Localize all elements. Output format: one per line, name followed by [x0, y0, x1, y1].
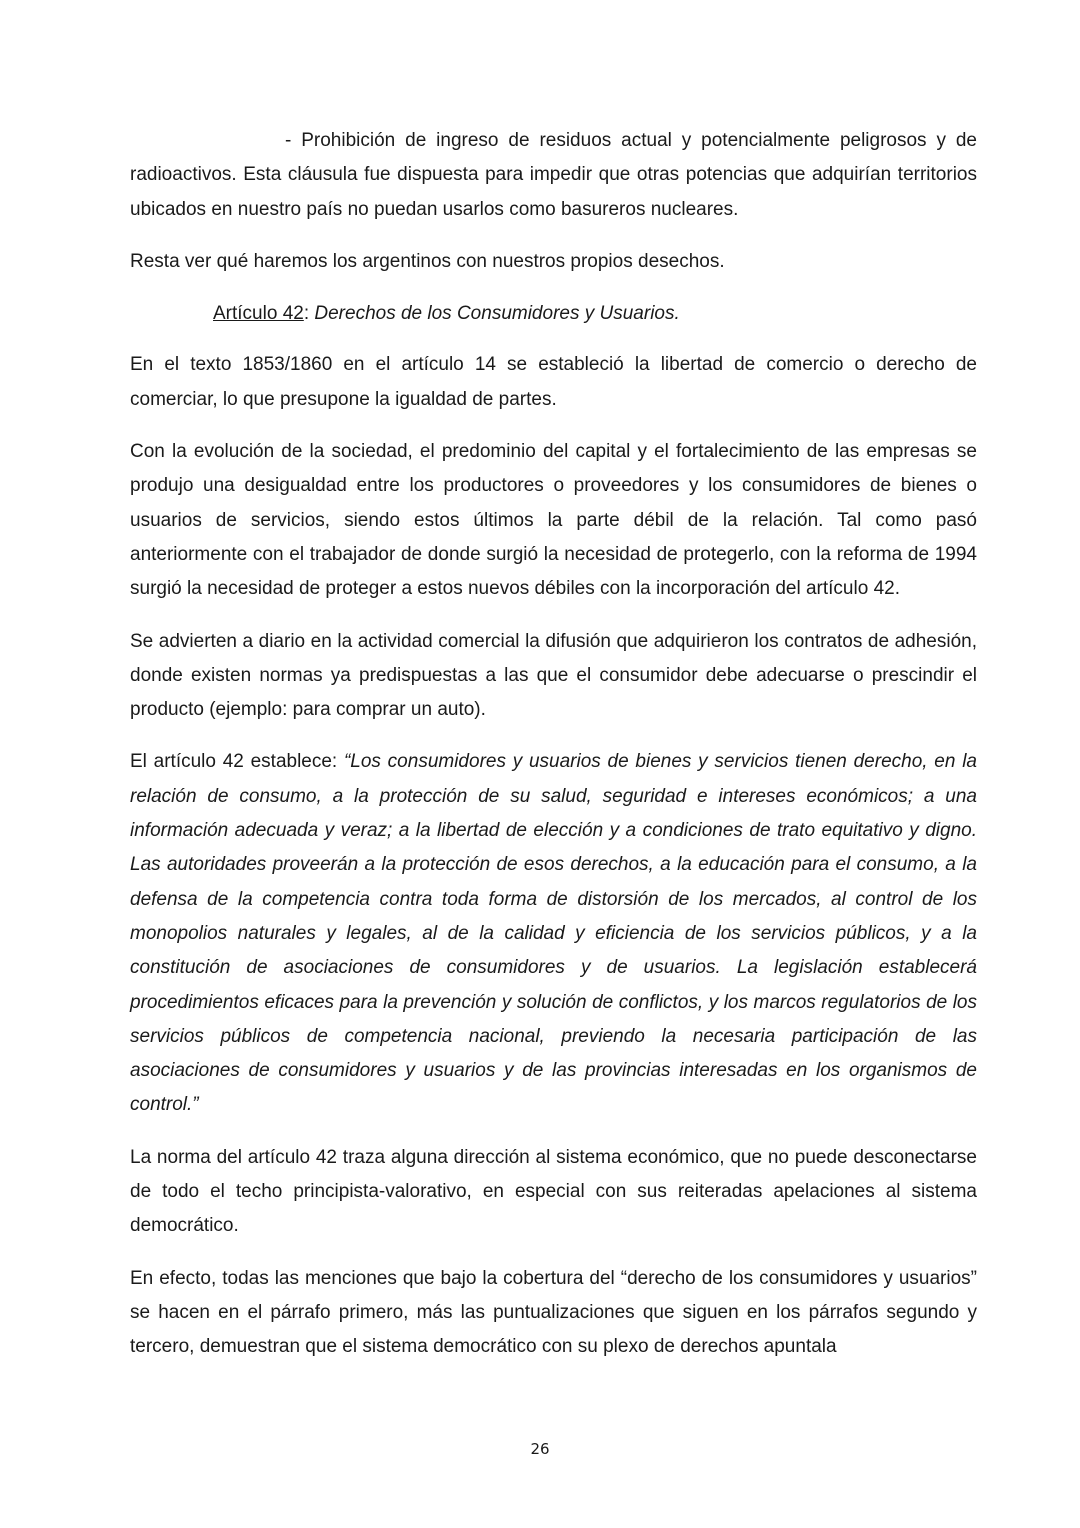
article-title: Derechos de los Consumidores y Usuarios. [314, 303, 680, 325]
paragraph-texto-1853: En el texto 1853/1860 en el artículo 14 se estableció la libertad de comercio o derecho de comerciar, lo que presupone la igualdad de partes. [130, 354, 977, 410]
quote-text: “Los consumidores y usuarios de bienes y servicios tienen derecho, en la relación de consumo, a la protección de su salud, seguridad e intereses económicos; a una información adecuada y veraz; a la libertad de elección y a condiciones de trato equitativo y digno. Las autoridades proveerán a la protección de esos derechos, a la educación para el consumo, a la defensa de la competencia contra toda forma de distorsión de los mercados, al control de los monopolios naturales y legales, al de la calidad y eficiencia de los servicios públicos, y a la constitución de asociaciones de consumidores y de usuarios. La legislación establecerá procedimientos eficaces para la prevención y solución de conflictos, y los marcos regulatorios de los servicios públicos de competencia nacional, previendo la necesaria participación de las asociaciones de consumidores y usuarios y de las provincias interesadas en los organismos de control.” [130, 751, 977, 1116]
paragraph-evolucion: Con la evolución de la sociedad, el predominio del capital y el fortalecimiento de las empresas se produjo una desigualdad entre los productores o proveedores y los consumidores de bienes o usuarios de servicios, siendo estos últimos la parte débil de la relación. Tal como pasó anteriormente con el trabajador de donde surgió la necesidad de protegerlo, con la reforma de 1994 surgió la necesidad de proteger a estos nuevos débiles con la incorporación del artículo 42. [130, 441, 977, 600]
paragraph-residuos: - Prohibición de ingreso de residuos actual y potencialmente peligrosos y de radioactivos. Esta cláusula fue dispuesta para impedir que otras potencias que adquirían territorios ubicados en nuestro país no puedan usarlos como basureros nucleares. [130, 130, 977, 220]
paragraph-norma: La norma del artículo 42 traza alguna dirección al sistema económico, que no puede desconectarse de todo el techo principista-valorativo, en especial con sus reiteradas apelaciones al sistema democrático. [130, 1146, 977, 1237]
quote-intro: El artículo 42 establece: [130, 751, 344, 773]
paragraph-en-efecto: En efecto, todas las menciones que bajo la cobertura del “derecho de los consumidores y usuarios” se hacen en el párrafo primero, más las puntualizaciones que siguen en los párrafos segundo y tercero, demuestran que el sistema democrático con su plexo de derechos apuntala [130, 1267, 977, 1358]
paragraph-contratos-adhesion: Se advierten a diario en la actividad comercial la difusión que adquirieron los contratos de adhesión, donde existen normas ya predispuestas a las que el consumidor debe adecuarse o prescindir el producto (ejemplo: para comprar un auto). [130, 630, 977, 721]
page-number: 26 [530, 1440, 550, 1458]
article-separator: : [303, 303, 315, 325]
paragraph-articulo-42-quote [130, 745, 977, 1122]
article-heading [130, 297, 977, 331]
document-body [130, 124, 977, 1383]
paragraph-desechos: Resta ver qué haremos los argentinos con nuestros propios desechos. [130, 250, 725, 272]
article-label: Artículo 42 [213, 303, 304, 325]
